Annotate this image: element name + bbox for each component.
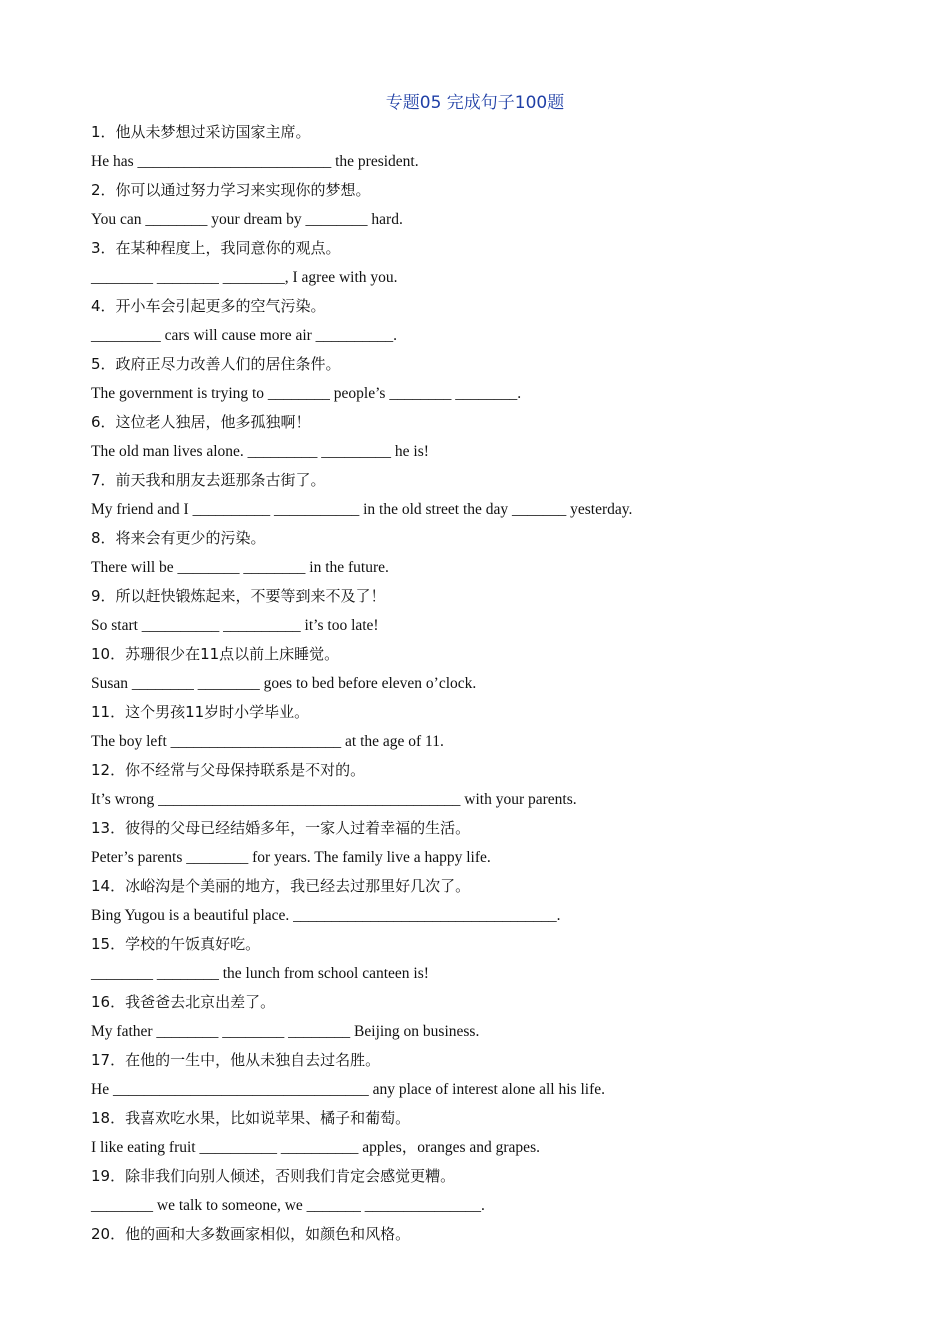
question-17-chinese: 17．在他的一生中，他从未独自去过名胜。 <box>91 1051 381 1069</box>
question-13-chinese: 13．彼得的父母已经结婚多年，一家人过着幸福的生活。 <box>91 819 471 837</box>
question-1-chinese: 1．他从未梦想过采访国家主席。 <box>91 123 311 141</box>
question-11-chinese: 11．这个男孩11岁时小学毕业。 <box>91 703 310 721</box>
question-4-chinese: 4．开小车会引起更多的空气污染。 <box>91 297 326 315</box>
question-15-chinese: 15．学校的午饭真好吃。 <box>91 935 261 953</box>
question-17-english: He _________________________________ any place of interest alone all his life. <box>91 1081 605 1098</box>
question-20-chinese: 20．他的画和大多数画家相似，如颜色和风格。 <box>91 1225 411 1243</box>
question-7-english: My friend and I __________ ___________ in the old street the day _______ yesterday. <box>91 501 633 518</box>
question-5-chinese: 5．政府正尽力改善人们的居住条件。 <box>91 355 341 373</box>
question-6-chinese: 6．这位老人独居，他多孤独啊！ <box>91 413 311 431</box>
question-13-english: Peter’s parents ________ for years. The family live a happy life. <box>91 849 491 866</box>
question-3-english: ________ ________ ________, I agree with you. <box>91 269 398 286</box>
question-19-chinese: 19．除非我们向别人倾述，否则我们肯定会感觉更糟。 <box>91 1167 456 1185</box>
question-14-english: Bing Yugou is a beautiful place. __________________________________. <box>91 907 561 924</box>
question-11-english: The boy left ______________________ at the age of 11. <box>91 733 444 750</box>
question-7-chinese: 7．前天我和朋友去逛那条古街了。 <box>91 471 326 489</box>
question-8-english: There will be ________ ________ in the future. <box>91 559 389 576</box>
question-9-chinese: 9．所以赶快锻炼起来，不要等到来不及了！ <box>91 587 386 605</box>
question-19-english: ________ we talk to someone, we _______ _______________. <box>91 1197 485 1214</box>
page-title: 专题05 完成句子100题 <box>385 93 565 113</box>
question-1-english: He has _________________________ the president. <box>91 153 419 170</box>
question-16-chinese: 16．我爸爸去北京出差了。 <box>91 993 276 1011</box>
question-8-chinese: 8．将来会有更少的污染。 <box>91 529 266 547</box>
question-list <box>91 118 891 1249</box>
question-18-chinese: 18．我喜欢吃水果，比如说苹果、橘子和葡萄。 <box>91 1109 411 1127</box>
question-12-chinese: 12．你不经常与父母保持联系是不对的。 <box>91 761 366 779</box>
question-6-english: The old man lives alone. _________ _________ he is! <box>91 443 429 460</box>
question-4-english: _________ cars will cause more air __________. <box>91 327 398 344</box>
question-2-chinese: 2．你可以通过努力学习来实现你的梦想。 <box>91 181 371 199</box>
question-14-chinese: 14．冰峪沟是个美丽的地方，我已经去过那里好几次了。 <box>91 877 471 895</box>
question-9-english: So start __________ __________ it’s too late! <box>91 617 379 634</box>
question-18-english: I like eating fruit __________ __________ apples，oranges and grapes. <box>91 1139 540 1156</box>
question-5-english: The government is trying to ________ people’s ________ ________. <box>91 385 522 402</box>
question-10-english: Susan ________ ________ goes to bed before eleven o’clock. <box>91 675 477 692</box>
question-12-english: It’s wrong _______________________________________ with your parents. <box>91 791 577 808</box>
question-15-english: ________ ________ the lunch from school canteen is! <box>91 965 429 982</box>
question-16-english: My father ________ ________ ________ Beijing on business. <box>91 1023 480 1040</box>
question-10-chinese: 10．苏珊很少在11点以前上床睡觉。 <box>91 645 340 663</box>
question-3-chinese: 3．在某种程度上，我同意你的观点。 <box>91 239 341 257</box>
question-2-english: You can ________ your dream by ________ hard. <box>91 211 403 228</box>
